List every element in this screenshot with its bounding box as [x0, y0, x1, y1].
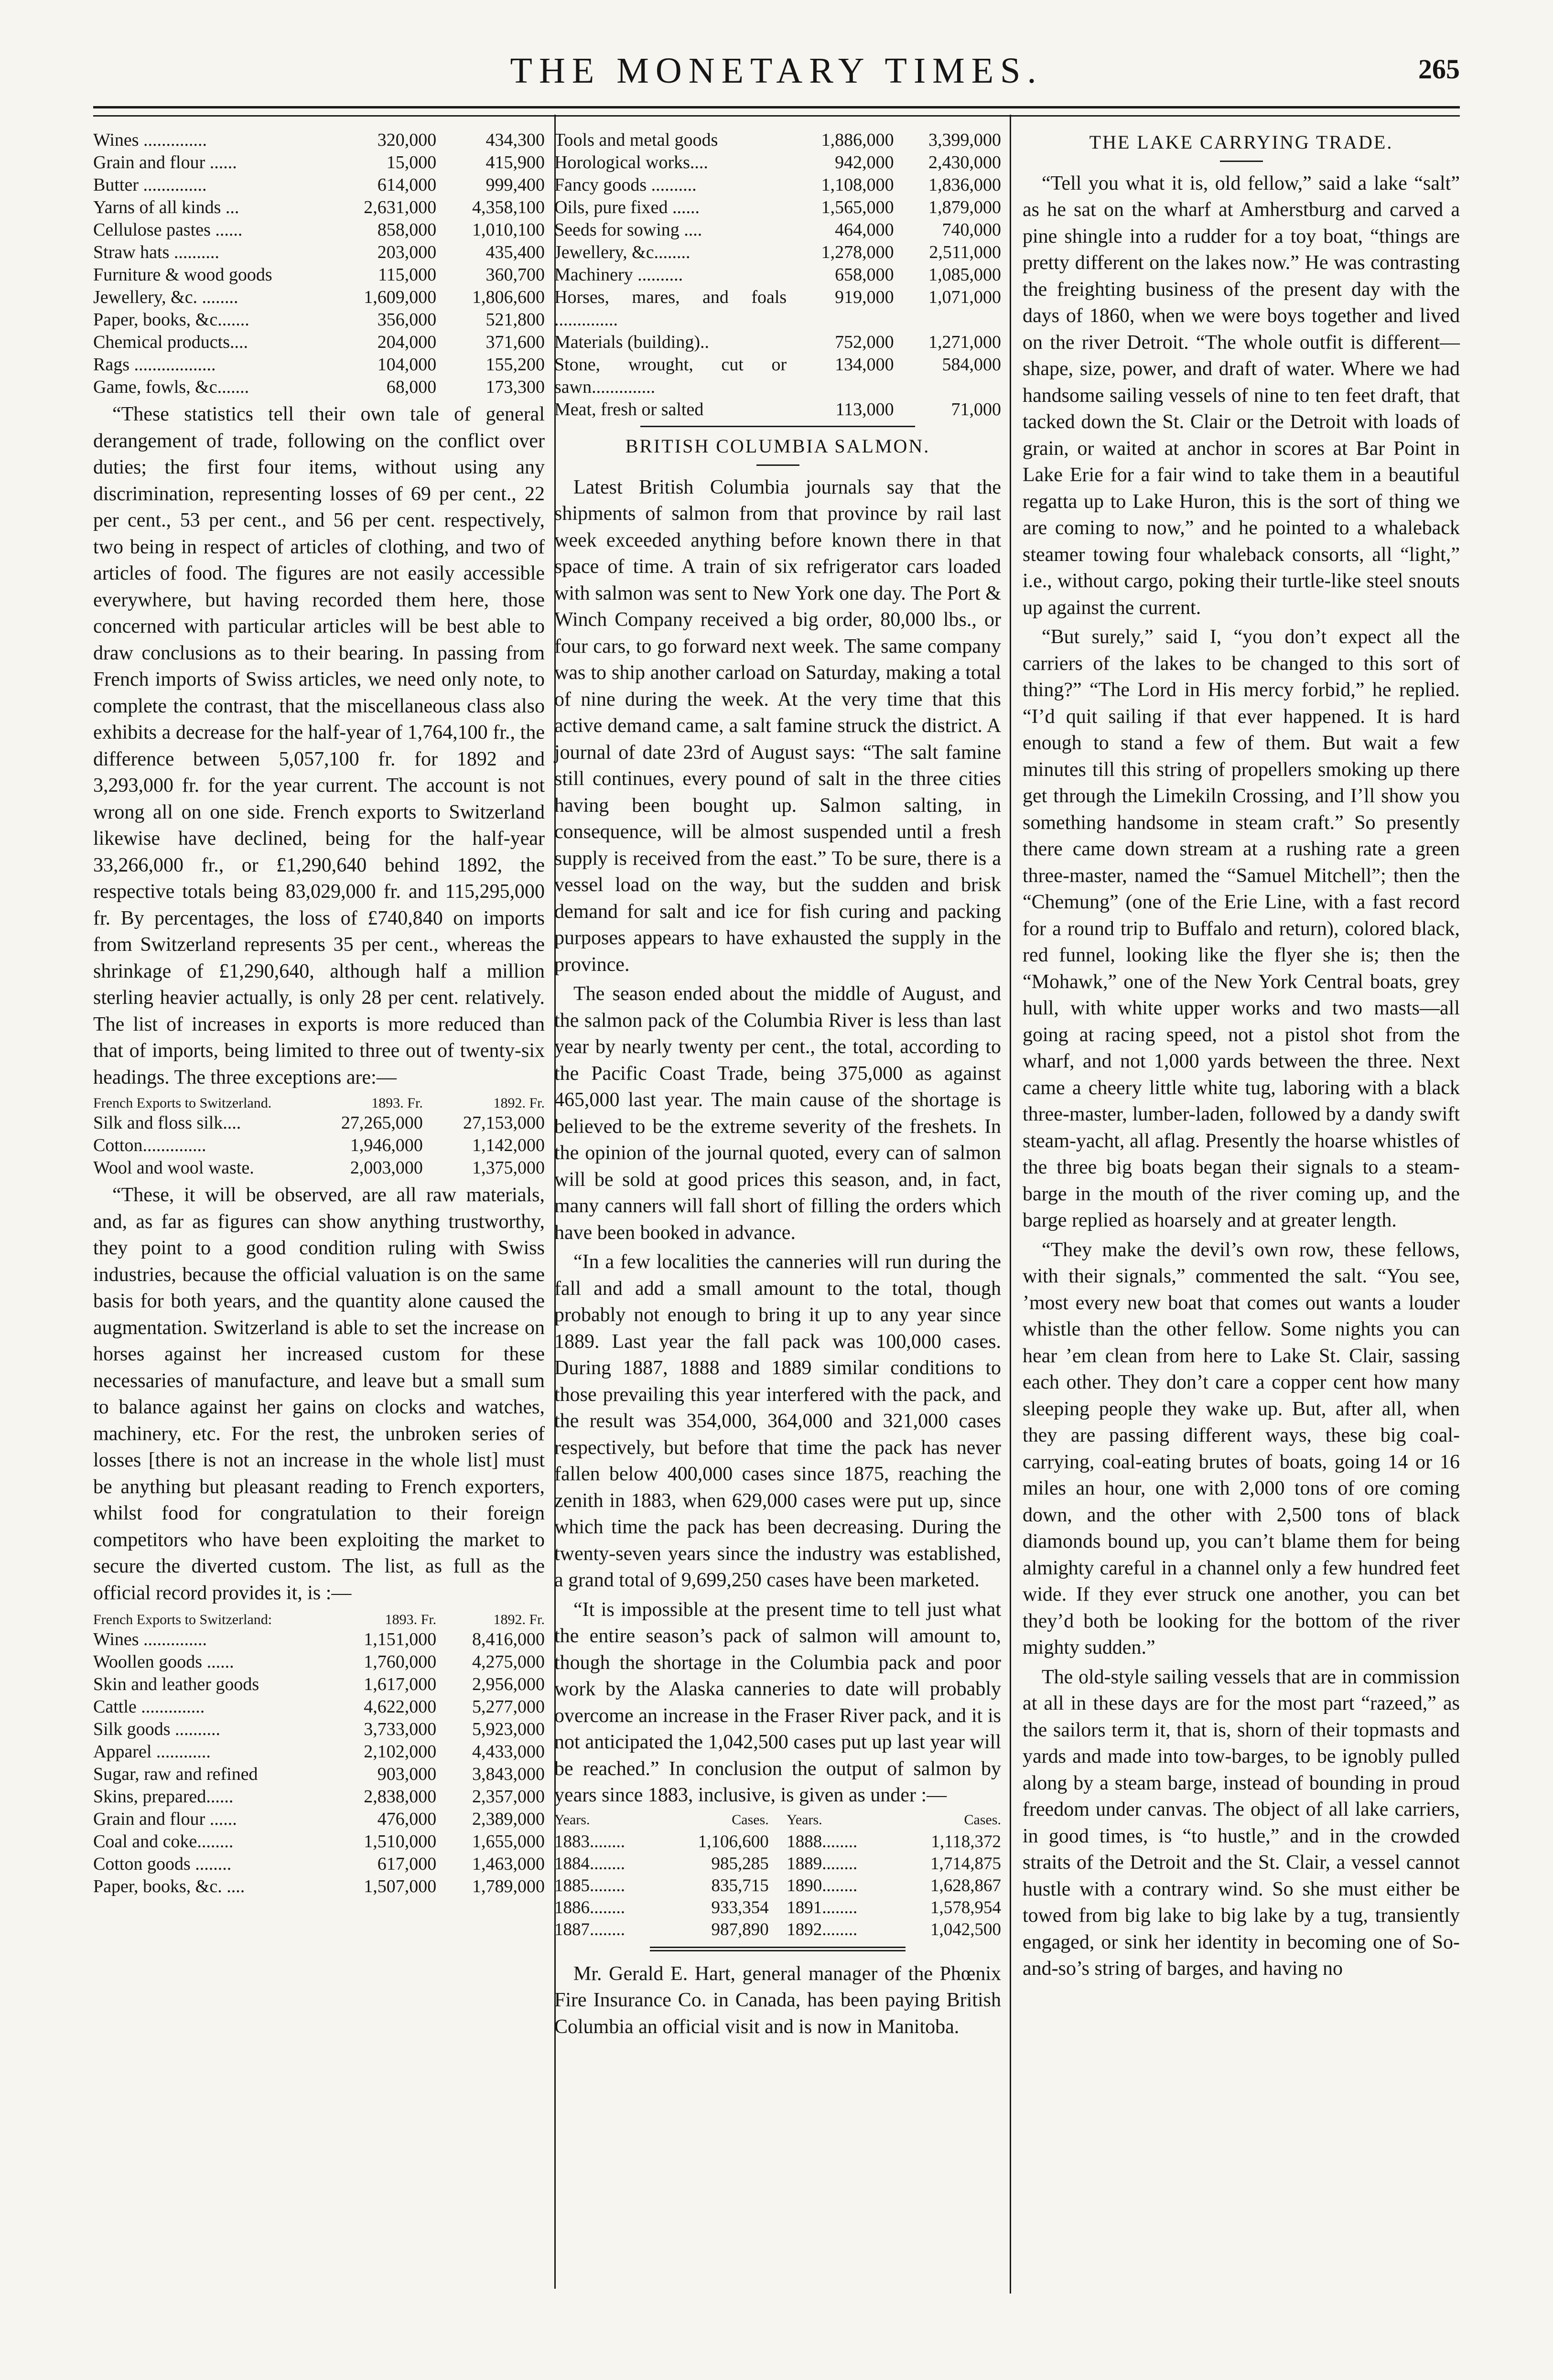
year: 1892........ — [787, 1919, 858, 1939]
item-label: Woollen goods ...... — [93, 1652, 234, 1672]
table-row — [554, 241, 1001, 264]
value-1893: 614,000 — [377, 175, 437, 195]
value-1892: 4,358,100 — [472, 197, 545, 217]
value-1892: 4,275,000 — [472, 1652, 545, 1672]
year: 1889........ — [787, 1853, 858, 1874]
table-header-1892: 1892. Fr. — [493, 1612, 545, 1627]
value-1893: 1,609,000 — [364, 287, 437, 307]
item-label: Grain and flour ...... — [93, 152, 237, 172]
value-1892: 740,000 — [942, 220, 1001, 240]
value-1892: 71,000 — [951, 399, 1001, 420]
value-1893: 658,000 — [835, 265, 894, 285]
value-1893: 1,108,000 — [821, 175, 894, 195]
value-1893: 942,000 — [835, 152, 894, 172]
value-1892: 5,277,000 — [472, 1697, 545, 1717]
table-row — [93, 1718, 545, 1741]
year: 1885........ — [554, 1875, 625, 1895]
value-1893: 2,102,000 — [364, 1742, 437, 1762]
article-paragraph: “These, it will be observed, are all raw materials, and, as far as figures can show anything trustworthy, they point to a good condition ruling with Swiss industries, because the official valuation is on the same basis for both years, and the quantity alone caused the augmentation. Switzerland is able to set the increase on horses against her increased custom for these necessaries of manufacture, and leave but a small sum to balance against her gains on clocks and watches, machinery, etc. For the rest, the unbroken series of losses [there is not an increase in the whole list] must be anything but pleasant reading to French exporters, whilst food for congratulation to their foreign competitors who have been exploiting the market to secure the diverted custom. The list, as full as the official record provides it, is :— — [93, 1184, 545, 1604]
value-1893: 104,000 — [377, 355, 437, 375]
value-1893: 2,631,000 — [364, 197, 437, 217]
french-exports-table — [93, 1611, 545, 1898]
table-row — [93, 1741, 545, 1763]
value-1892: 1,085,000 — [928, 265, 1001, 285]
value-1892: 4,433,000 — [472, 1742, 545, 1762]
value-1892: 1,071,000 — [928, 287, 1001, 307]
cases: 1,042,500 — [930, 1919, 1001, 1939]
value-1892: 5,923,000 — [472, 1719, 545, 1739]
table-row — [93, 376, 545, 398]
item-label: Furniture & wood goods — [93, 265, 272, 285]
value-1892: 2,357,000 — [472, 1787, 545, 1807]
year: 1888........ — [787, 1831, 858, 1852]
cases: 1,628,867 — [930, 1875, 1001, 1895]
article-paragraph: “It is impossible at the present time to tell just what the entire season’s pack of salmon will amount to, though the shortage in the Columbia pack and poor work by the Alaska canneries to date will probably overcome an increase in the Fraser River pack, and it is not anticipated the 1,042,500 cases put up last year will be reached.” In conclusion the output of salmon by years since 1883, inclusive, is given as under :— — [554, 1598, 1001, 1806]
section-rule — [650, 1947, 906, 1951]
value-1892: 521,800 — [485, 310, 545, 330]
table-row — [93, 1763, 545, 1786]
item-label: Seeds for sowing .... — [554, 220, 702, 240]
cases-header: Cases. — [732, 1811, 769, 1828]
item-label: Materials (building).. — [554, 332, 709, 352]
table-row — [93, 286, 545, 309]
value-1892: 2,389,000 — [472, 1809, 545, 1829]
value-1892: 999,400 — [485, 175, 545, 195]
value-1892: 1,463,000 — [472, 1854, 545, 1874]
value-1893: 1,278,000 — [821, 242, 894, 262]
cases: 1,118,372 — [931, 1831, 1001, 1852]
article-heading-lake: THE LAKE CARRYING TRADE. — [1089, 131, 1393, 153]
value-1893: 356,000 — [377, 310, 437, 330]
item-label: Horses, mares, and foals .............. — [554, 287, 787, 330]
value-1893: 1,617,000 — [364, 1674, 437, 1694]
table-row — [93, 354, 545, 376]
years-header: Years. — [787, 1811, 822, 1828]
table-row — [554, 174, 1001, 196]
table-row — [93, 1875, 545, 1898]
table-row — [93, 241, 545, 264]
value-1892: 173,300 — [485, 377, 545, 397]
value-1892: 1,142,000 — [472, 1135, 545, 1155]
value-1893: 1,510,000 — [364, 1831, 437, 1852]
item-label: Machinery .......... — [554, 265, 683, 285]
article-paragraph: “Tell you what it is, old fellow,” said a lake “salt” as he sat on the wharf at Amherstburg and carved a pine shingle into a rudder for a toy boat, “things are pretty different on the lakes now.” He was contrasting the freighting business of the present day with the days of 1860, when we were boys together and lived on the river Detroit. “The whole outfit is different—shape, size, power, and draft of water. Where we had handsome sailing vessels of nine to ten feet draft, that tacked down the St. Clair or the Detroit with loads of grain, or waited at anchor in scores at Bar Point in Lake Erie for a fair wind to take them in a beautiful regatta up to Lake Huron, this is the sort of thing we are coming to now,” and he pointed to a whaleback steamer towing four whaleback consorts, all “light,” i.e., without cargo, poking their turtle-like steel snouts up against the current. — [1023, 172, 1460, 619]
value-1893: 4,622,000 — [364, 1697, 437, 1717]
value-1892: 1,806,600 — [472, 287, 545, 307]
value-1892: 1,836,000 — [928, 175, 1001, 195]
value-1893: 320,000 — [377, 130, 437, 150]
table-row — [554, 398, 1001, 421]
table-row — [93, 264, 545, 286]
item-label: Wool and wool waste. — [93, 1158, 254, 1178]
item-label: Cellulose pastes ...... — [93, 220, 243, 240]
value-1893: 203,000 — [377, 242, 437, 262]
value-1893: 752,000 — [835, 332, 894, 352]
table-row — [93, 174, 545, 196]
table-header-label: French Exports to Switzerland. — [93, 1095, 272, 1111]
table-row — [554, 196, 1001, 219]
value-1893: 2,838,000 — [364, 1787, 437, 1807]
value-1893: 903,000 — [377, 1764, 437, 1784]
value-1893: 1,151,000 — [364, 1629, 437, 1649]
value-1892: 584,000 — [942, 355, 1001, 375]
value-1892: 2,956,000 — [472, 1674, 545, 1694]
item-label: Stone, wrought, cut or sawn.............. — [554, 355, 787, 397]
year-row — [554, 1853, 769, 1875]
cases: 933,354 — [711, 1897, 769, 1917]
item-label: Grain and flour ...... — [93, 1809, 237, 1829]
column-divider-2 — [1010, 115, 1011, 2294]
item-label: Jewellery, &c........ — [554, 242, 690, 262]
year-row — [554, 1897, 769, 1919]
value-1893: 1,565,000 — [821, 197, 894, 217]
item-label: Rags .................. — [93, 355, 216, 375]
item-label: Tools and metal goods — [554, 130, 718, 150]
value-1892: 2,511,000 — [929, 242, 1001, 262]
year-row — [787, 1831, 1001, 1853]
article-paragraph: “In a few localities the canneries will run during the fall and add a small amount to the total, though probably not enough to bring it up to any year since 1889. Last year the fall pack was 100,000 cases. During 1887, 1888 and 1889 similar conditions to those prevailing this year interfered with the pack, and the result was 354,000, 364,000 and 321,000 cases respectively, but before that time the pack has never fallen below 400,000 cases since 1875, reaching the zenith in 1883, when 629,000 cases were put up, since which time the pack has been decreasing. During the twenty-seven years since the industry was established, a grand total of 9,699,250 cases have been marketed. — [554, 1251, 1001, 1591]
year: 1890........ — [787, 1875, 858, 1895]
item-label: Fancy goods .......... — [554, 175, 697, 195]
article-paragraph: The season ended about the middle of August, and the salmon pack of the Columbia River is less than last year by nearly twenty per cent., the total, according to the Pacific Coast Trade, being 375,000 as against 465,000 last year. The main cause of the shortage is believed to be the extreme severity of the freshets. In the opinion of the journal quoted, every can of salmon will be sold at good prices this season, and, in fact, many canners will fall short of filling the orders which have been booked in advance. — [554, 983, 1001, 1244]
year-row — [554, 1875, 769, 1897]
value-1893: 617,000 — [377, 1854, 437, 1874]
item-label: Cotton.............. — [93, 1135, 206, 1155]
table-row — [93, 219, 545, 241]
item-label: Sugar, raw and refined — [93, 1764, 258, 1784]
cases: 835,715 — [711, 1875, 769, 1895]
value-1892: 155,200 — [485, 355, 545, 375]
increases-table — [93, 1095, 545, 1179]
years-header: Years. — [554, 1811, 590, 1828]
item-label: Cattle .............. — [93, 1697, 205, 1717]
table-row — [93, 1786, 545, 1808]
header-rule — [93, 106, 1460, 117]
swiss-imports-table-continued — [554, 129, 1001, 421]
article-paragraph: “But surely,” said I, “you don’t expect all the carriers of the lakes to be changed to this sort of thing?” “The Lord in His mercy forbid,” he replied. “I’d quit sailing if that ever happened. It is hard enough to stand a few of them. But wait a few minutes till this string of propellers smoking up there get through the Limekiln Crossing, and I’ll show you something handsome in steam craft.” So presently there came down stream at a rushing rate a green three-master, named the “Samuel Mitchell”; then the “Chemung” (one of the Erie Line, with a fast record for a round trip to Buffalo and return), colored black, red funnel, looking like the flyer she is; then the “Mohawk,” one of the New York Central boats, grey hull, with white upper works and two masts—all going at racing speed, not a pistol shot from the wharf, and not 1,000 yards between the three. Next came a cheery little white tug, laboring with a black three-master, lumber-laden, followed by a dandy swift steam-yacht, all aflag. Presently the hoarse whistles of the three big boats began their signals to a steam-barge in the mouth of the river coming up, and the barge replied as hoarsely and at greater length. — [1023, 626, 1460, 1231]
article-heading-salmon: BRITISH COLUMBIA SALMON. — [625, 435, 930, 457]
table-header-1893: 1893. Fr. — [371, 1095, 423, 1111]
value-1893: 27,265,000 — [341, 1113, 423, 1133]
value-1892: 1,655,000 — [472, 1831, 545, 1852]
value-1893: 68,000 — [386, 377, 437, 397]
year-row — [554, 1919, 769, 1941]
table-row — [554, 354, 1001, 398]
value-1892: 371,600 — [485, 332, 545, 352]
table-row — [93, 1651, 545, 1673]
value-1893: 134,000 — [835, 355, 894, 375]
table-row — [93, 1853, 545, 1875]
section-rule — [640, 426, 915, 427]
year-row — [554, 1831, 769, 1853]
item-label: Paper, books, &c. .... — [93, 1876, 245, 1896]
table-header-1892: 1892. Fr. — [493, 1095, 545, 1111]
salmon-output-table — [554, 1809, 1001, 1941]
cases-header: Cases. — [964, 1811, 1001, 1828]
year: 1886........ — [554, 1897, 625, 1917]
table-header-1893: 1893. Fr. — [385, 1612, 437, 1627]
table-row — [554, 129, 1001, 151]
value-1892: 3,399,000 — [928, 130, 1001, 150]
value-1892: 1,010,100 — [472, 220, 545, 240]
table-row — [93, 1628, 545, 1651]
table-row — [554, 151, 1001, 174]
item-label: Yarns of all kinds ... — [93, 197, 239, 217]
value-1893: 2,003,000 — [350, 1158, 423, 1178]
cases: 1,578,954 — [930, 1897, 1001, 1917]
item-label: Apparel ............ — [93, 1742, 211, 1762]
table-row — [554, 219, 1001, 241]
year-row — [787, 1853, 1001, 1875]
item-label: Skin and leather goods — [93, 1674, 259, 1694]
value-1893: 476,000 — [377, 1809, 437, 1829]
item-label: Jewellery, &c. ........ — [93, 287, 238, 307]
table-row — [554, 264, 1001, 286]
cases: 987,890 — [711, 1919, 769, 1939]
article-paragraph: Latest British Columbia journals say that the shipments of salmon from that province by rail last week exceeded anything before known there in that space of time. A train of six refrigerator cars loaded with salmon was sent to New York one day. The Port & Winch Company received a big order, 80,000 lbs., or four cars, to go forward next week. The same company was to ship another carload on Saturday, making a total of nine during the week. At the very time that this active demand came, a salt famine struck the district. A journal of date 23rd of August says: “The salt famine still continues, every pound of salt in the three cities having been bought up. Salmon salting, in consequence, will be almost suspended until a fresh supply is received from the east.” To be sure, there is a vessel load on the way, but the sudden and brisk demand for salt and ice for fish curing and packing purposes appears to have exhausted the supply in the province. — [554, 476, 1001, 976]
item-label: Cotton goods ........ — [93, 1854, 232, 1874]
item-label: Straw hats .......... — [93, 242, 219, 262]
swiss-imports-table — [93, 129, 545, 398]
table-row — [93, 1112, 545, 1134]
table-row — [93, 129, 545, 151]
table-row — [93, 1134, 545, 1157]
table-row — [93, 151, 545, 174]
value-1892: 8,416,000 — [472, 1629, 545, 1649]
table-row — [93, 1696, 545, 1718]
item-label: Wines .............. — [93, 1629, 207, 1649]
value-1893: 1,886,000 — [821, 130, 894, 150]
year: 1884........ — [554, 1853, 625, 1874]
table-row — [93, 331, 545, 354]
item-label: Meat, fresh or salted — [554, 399, 704, 420]
table-row — [93, 309, 545, 331]
item-label: Butter .............. — [93, 175, 207, 195]
item-label: Silk and floss silk.... — [93, 1113, 241, 1133]
item-label: Horological works.... — [554, 152, 708, 172]
value-1892: 27,153,000 — [463, 1113, 545, 1133]
cases: 1,106,600 — [698, 1831, 769, 1852]
table-header-label: French Exports to Switzerland: — [93, 1612, 272, 1627]
heading-rule — [1220, 161, 1263, 162]
cases: 1,714,875 — [930, 1853, 1001, 1874]
article-paragraph: “These statistics tell their own tale of general derangement of trade, following on the conflict over duties; the first four items, without using any discrimination, representing losses of 69 per cent., 22 per cent., 53 per cent., and 56 per cent. respectively, two being in respect of articles of clothing, and two of articles of food. The figures are not easily accessible everywhere, but having recorded them here, those concerned with particular articles will be best able to draw conclusions as to their bearing. In passing from French imports of Swiss articles, we need only note, to complete the contrast, that the miscellaneous class also exhibits a decrease for the half-year of 1,764,100 fr., the difference between 5,057,100 fr. for 1892 and 3,293,000 fr. for the year current. The account is not wrong all on one side. French exports to Switzerland likewise have declined, being for the half-year 33,266,000 fr., or £1,290,640 behind 1892, the respective totals being 83,029,000 fr. and 115,295,000 fr. By percentages, the loss of £740,840 on imports from Switzerland represents 35 per cent., whereas the shrinkage of £1,290,640, although half a million sterling heavier actually, is only 28 per cent. relatively. The list of increases in exports is more reduced than that of imports, being limited to three out of twenty-six headings. The three exceptions are:— — [93, 403, 545, 1088]
value-1892: 1,375,000 — [472, 1158, 545, 1178]
article-paragraph: The old-style sailing vessels that are in commission at all in these days are for the most part “razeed,” as the sailors term it, that is, shorn of their topmasts and yards and made into tow-barges, to be ignobly pulled along by a steam barge, instead of bounding in proud freedom under canvas. The object of all lake carriers, in good times, is “to hustle,” and in the crowded straits of the Detroit and the St. Clair, a vessel cannot hustle with a contrary wind. So she must either be towed from big lake to big lake by a tug, transiently engaged, or sink her identity in becoming one of So-and-so’s string of barges, and having no — [1023, 1666, 1460, 1980]
value-1893: 858,000 — [377, 220, 437, 240]
table-row — [554, 286, 1001, 331]
value-1892: 1,789,000 — [472, 1876, 545, 1896]
item-label: Wines .............. — [93, 130, 207, 150]
value-1892: 3,843,000 — [472, 1764, 545, 1784]
column-1 — [93, 129, 545, 1898]
heading-rule — [756, 464, 799, 466]
table-row — [93, 196, 545, 219]
masthead — [93, 50, 1460, 98]
item-label: Silk goods .......... — [93, 1719, 221, 1739]
page-number: 265 — [1418, 54, 1460, 85]
table-row — [93, 1808, 545, 1831]
value-1892: 2,430,000 — [928, 152, 1001, 172]
article-paragraph: “They make the devil’s own row, these fellows, with their signals,” commented the salt. “You see, ’most every new boat that comes out wants a louder whistle than the other fellow. Some nights you can hear ’em clean from here to Lake St. Clair, sassing each other. They don’t care a copper cent how many sleeping people they wake up. But, after all, when they are passing different ways, these big coal-carrying, coal-eating brutes of boats, going 14 or 16 miles an hour, one with 2,000 tons of ore coming down, and the other with 2,500 tons of black diamonds bound up, you can’t blame them for being almighty careful in a channel only a few hundred feet wide. If they ever struck one another, you can bet they’d both be looking for the bottom of the river mighty sudden.” — [1023, 1238, 1460, 1658]
column-2 — [554, 129, 1001, 2040]
value-1893: 1,760,000 — [364, 1652, 437, 1672]
year: 1887........ — [554, 1919, 625, 1939]
year-row — [787, 1919, 1001, 1941]
value-1893: 115,000 — [378, 265, 437, 285]
year-row — [787, 1897, 1001, 1919]
publication-title: THE MONETARY TIMES. — [510, 51, 1043, 91]
value-1893: 204,000 — [377, 332, 437, 352]
item-label: Oils, pure fixed ...... — [554, 197, 700, 217]
value-1893: 113,000 — [835, 399, 894, 420]
item-label: Coal and coke........ — [93, 1831, 234, 1852]
value-1892: 434,300 — [485, 130, 545, 150]
value-1892: 1,879,000 — [928, 197, 1001, 217]
year: 1883........ — [554, 1831, 625, 1852]
value-1893: 1,507,000 — [364, 1876, 437, 1896]
value-1893: 464,000 — [835, 220, 894, 240]
year: 1891........ — [787, 1897, 858, 1917]
item-label: Chemical products.... — [93, 332, 248, 352]
value-1892: 435,400 — [485, 242, 545, 262]
value-1893: 15,000 — [386, 152, 437, 172]
table-row — [93, 1831, 545, 1853]
value-1893: 919,000 — [835, 287, 894, 307]
cases: 985,285 — [711, 1853, 769, 1874]
item-label: Game, fowls, &c....... — [93, 377, 249, 397]
value-1892: 415,900 — [485, 152, 545, 172]
column-3 — [1023, 129, 1460, 1982]
value-1893: 3,733,000 — [364, 1719, 437, 1739]
item-label: Skins, prepared...... — [93, 1787, 234, 1807]
item-label: Paper, books, &c....... — [93, 310, 249, 330]
table-row — [93, 1673, 545, 1696]
table-row — [93, 1157, 545, 1179]
year-row — [787, 1875, 1001, 1897]
personal-note: Mr. Gerald E. Hart, general manager of the Phœnix Fire Insurance Co. in Canada, has been paying British Columbia an official visit and is now in Manitoba. — [554, 1962, 1001, 2038]
table-row — [554, 331, 1001, 354]
value-1893: 1,946,000 — [350, 1135, 423, 1155]
value-1892: 1,271,000 — [928, 332, 1001, 352]
value-1892: 360,700 — [485, 265, 545, 285]
